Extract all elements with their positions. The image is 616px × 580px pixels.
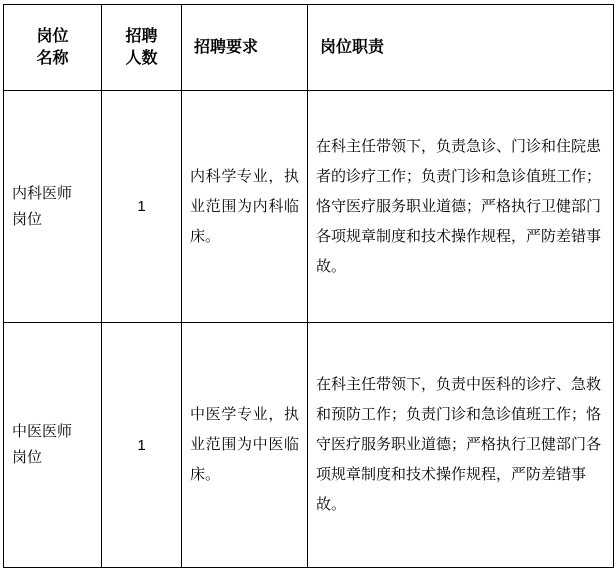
- cell-duties: 在科主任带领下，负责急诊、门诊和住院患者的诊疗工作；负责门诊和急诊值班工作；恪守医疗服务职业道德；严格执行卫健部门各项规章制度和技术操作规程，严防差错事故。: [308, 91, 614, 323]
- table-row: [4, 91, 614, 323]
- table-header-row: [4, 5, 614, 91]
- cell-position-name: [4, 323, 102, 568]
- column-header-requirements: 招聘要求: [182, 5, 308, 91]
- cell-position-name: [4, 91, 102, 323]
- cell-headcount: 1: [102, 323, 182, 568]
- cell-duties: 在科主任带领下，负责中医科的诊疗、急救和预防工作；负责门诊和急诊值班工作；恪守医疗服务职业道德；严格执行卫健部门各项规章制度和技术操作规程，严防差错事故。: [308, 323, 614, 568]
- column-header-duties: 岗位职责: [308, 5, 614, 91]
- cell-position-name-line2: 岗位: [12, 449, 43, 466]
- cell-position-name-line1: 中医医师: [12, 423, 73, 440]
- cell-headcount: 1: [102, 91, 182, 323]
- cell-requirements: 内科学专业，执业范围为内科临床。: [182, 91, 308, 323]
- recruitment-table: [3, 4, 614, 568]
- column-header-position-name-line1: 岗位: [36, 27, 69, 45]
- cell-requirements: 中医学专业，执业范围为中医临床。: [182, 323, 308, 568]
- table-row: [4, 323, 614, 568]
- column-header-headcount-line1: 招聘: [125, 27, 158, 45]
- column-header-position-name-line2: 名称: [36, 49, 69, 67]
- column-header-headcount-line2: 人数: [125, 49, 158, 67]
- column-header-headcount: [102, 5, 182, 91]
- column-header-position-name: [4, 5, 102, 91]
- cell-position-name-line1: 内科医师: [12, 184, 73, 202]
- cell-position-name-line2: 岗位: [12, 210, 43, 228]
